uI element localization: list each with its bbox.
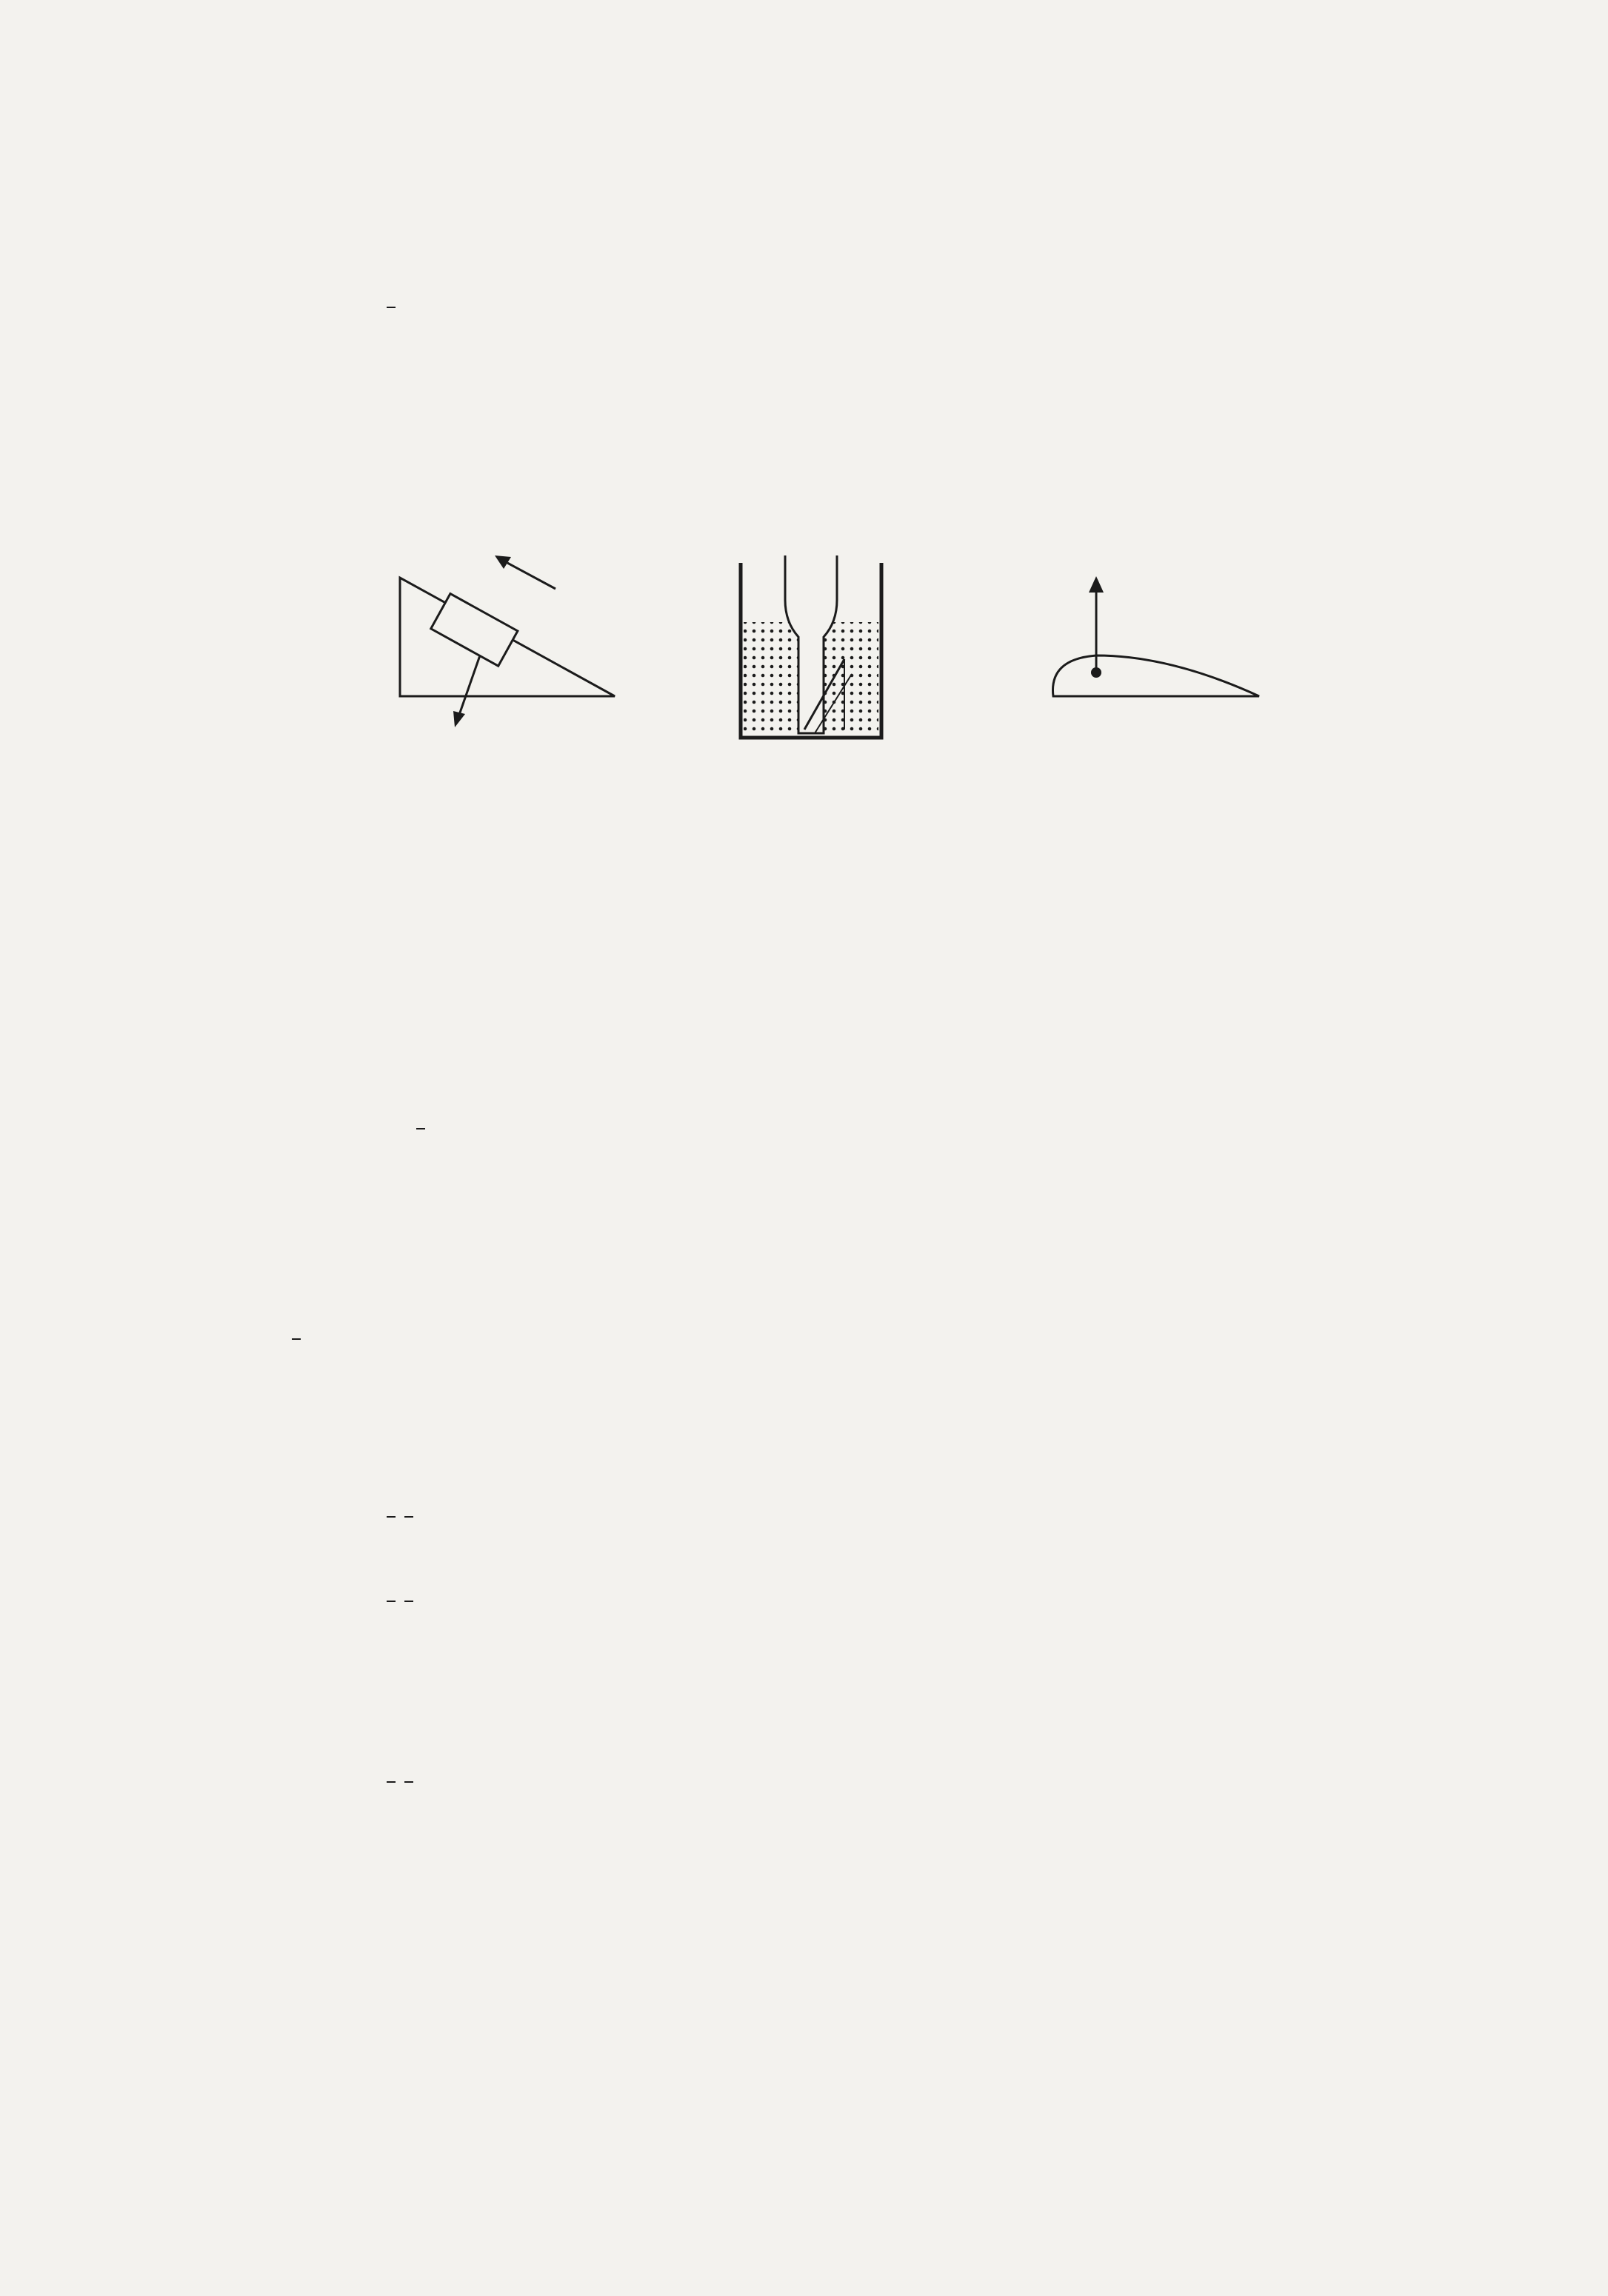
force-arrowhead [453,711,465,727]
force-arrow [459,655,480,715]
figure-bing-wing [1044,570,1267,711]
fraction-numerator [416,1128,425,1129]
fraction [416,1128,425,1129]
fraction [292,1338,301,1340]
fraction-numerator [292,1338,301,1340]
figure-yi-container [733,548,896,741]
answer-line [382,1495,418,1536]
wing-shape [1052,655,1259,696]
fraction-numerator [387,307,396,308]
fraction [404,1781,413,1783]
fraction [387,307,396,308]
fraction [404,1601,413,1602]
answer-line [382,1760,418,1801]
lift-arrowhead [1089,576,1104,593]
fraction-numerator [387,1516,396,1518]
block [431,594,518,667]
fraction-numerator [387,1781,396,1783]
fraction-numerator [404,1601,413,1602]
fraction [387,1781,396,1783]
fraction-numerator [404,1781,413,1783]
fraction [387,1601,396,1602]
fraction-numerator [387,1601,396,1602]
answer-line [287,1317,305,1358]
fraction [387,1516,396,1518]
answer-line [382,285,430,327]
answer-line [382,1579,418,1621]
fraction [404,1516,413,1518]
fraction-numerator [404,1516,413,1518]
figure-jia-incline [393,548,689,733]
velocity-arrowhead [495,555,511,569]
answer-line [382,1107,430,1148]
velocity-arrow [507,563,556,589]
